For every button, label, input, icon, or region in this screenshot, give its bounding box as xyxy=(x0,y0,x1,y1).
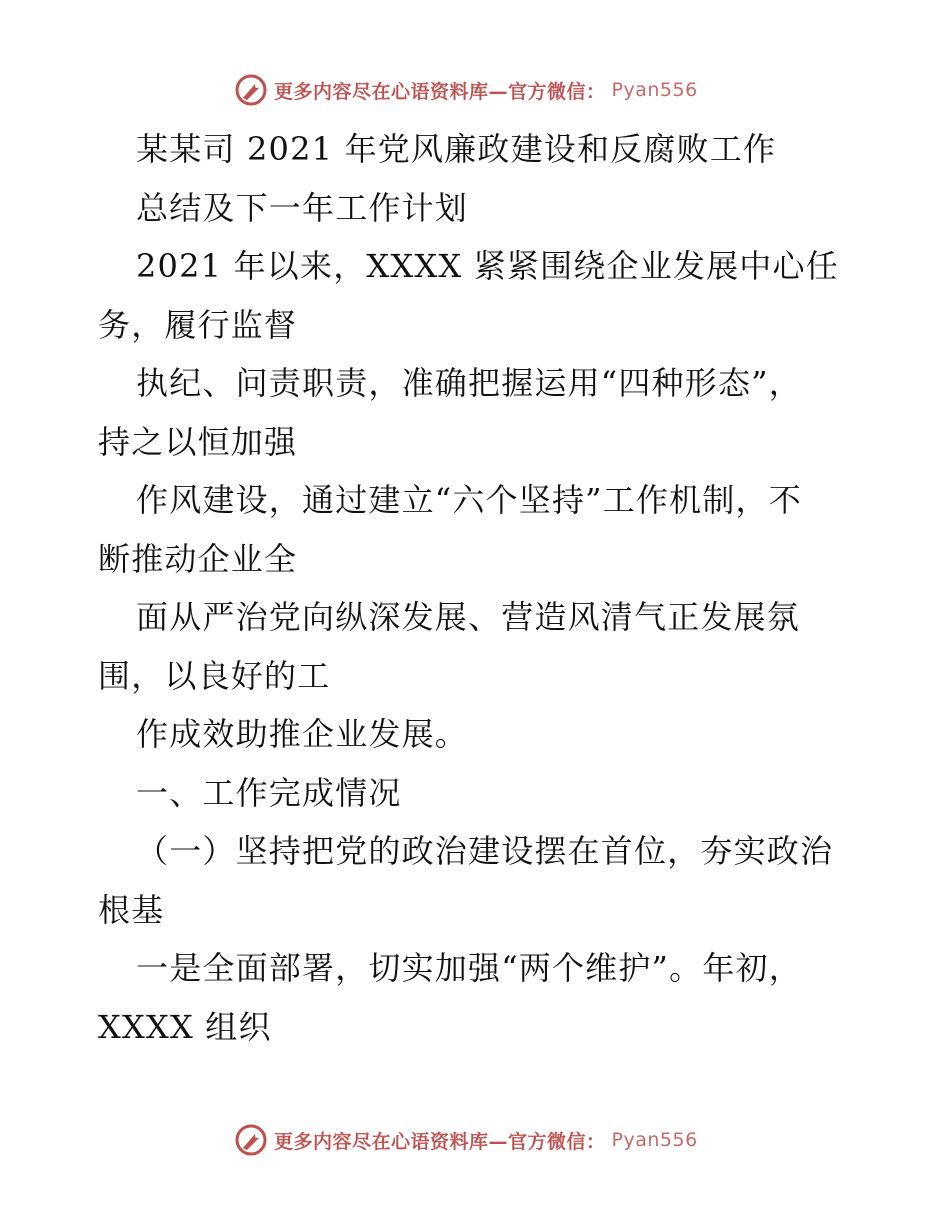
pen-nib-circle-icon xyxy=(234,73,268,107)
paragraph-line: 断推动企业全 xyxy=(98,539,298,578)
pen-nib-circle-icon xyxy=(234,1123,268,1157)
paragraph-line: XXXX 组织 xyxy=(98,1007,272,1046)
header-watermark xyxy=(234,72,698,108)
doc-title-line-1: 某某司 2021 年党风廉政建设和反腐败工作 xyxy=(136,130,777,168)
watermark-account: Pyan556 xyxy=(611,79,698,101)
section-heading: 一、工作完成情况 xyxy=(136,773,402,812)
doc-title-line-2: 总结及下一年工作计划 xyxy=(136,188,469,227)
document-body xyxy=(98,120,858,1056)
paragraph-line: 2021 年以来，XXXX 紧紧围绕企业发展中心任 xyxy=(136,247,839,285)
paragraph-line: 持之以恒加强 xyxy=(98,422,298,461)
paragraph-line: 务，履行监督 xyxy=(98,305,298,344)
watermark-account: Pyan556 xyxy=(611,1129,698,1151)
paragraph-line: 围，以良好的工 xyxy=(98,656,331,695)
subsection-heading-cont: 根基 xyxy=(98,890,165,929)
paragraph-line: 作成效助推企业发展。 xyxy=(136,715,469,753)
watermark-text: 更多内容尽在心语资料库—官方微信： xyxy=(274,80,606,103)
footer-watermark xyxy=(234,1122,698,1158)
watermark-text: 更多内容尽在心语资料库—官方微信： xyxy=(274,1130,606,1153)
paragraph-line: 执纪、问责职责，准确把握运用“四种形态”， xyxy=(136,364,802,402)
paragraph-line: 作风建设，通过建立“六个坚持”工作机制，不 xyxy=(136,481,802,519)
subsection-heading: （一）坚持把党的政治建设摆在首位，夯实政治 xyxy=(136,832,834,870)
paragraph-line: 面从严治党向纵深发展、营造风清气正发展氛 xyxy=(136,598,801,636)
paragraph-line: 一是全面部署，切实加强“两个维护”。年初， xyxy=(136,949,802,987)
